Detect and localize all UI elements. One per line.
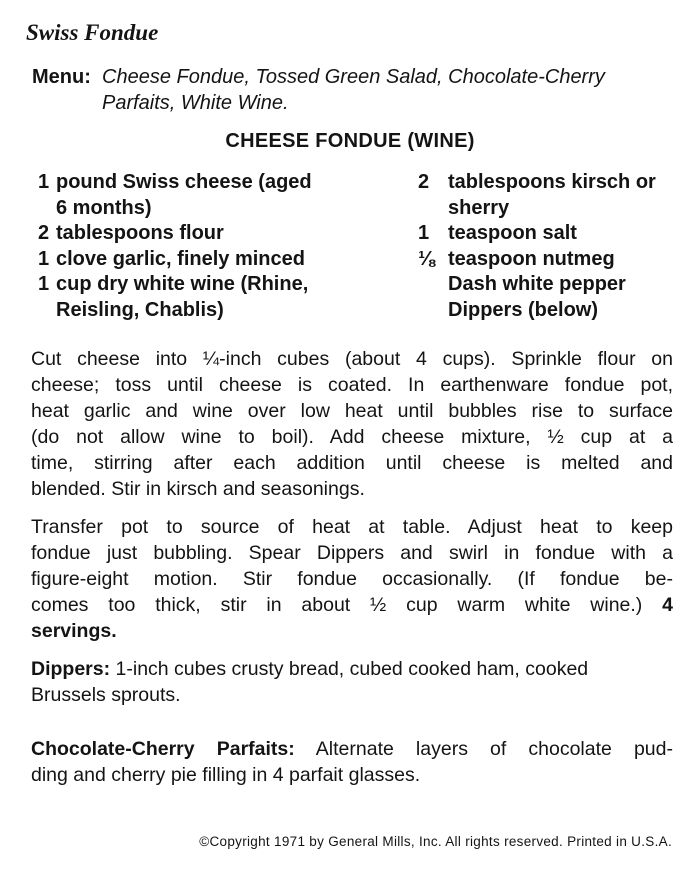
directions-line: comes too thick, stir in about ½ cup warm white wine.) xyxy=(31,594,643,616)
parfaits-text: Alternate layers of chocolate pud- xyxy=(315,738,673,760)
ingredient-qty xyxy=(418,298,448,324)
servings-count: 4 xyxy=(662,594,673,616)
ingredient-text: clove garlic, finely minced xyxy=(56,247,305,270)
ingredient-item xyxy=(38,221,358,247)
ingredient-text: teaspoon nutmeg xyxy=(448,247,615,270)
directions-line: time, stirring after each addition until cheese is melted and xyxy=(31,452,673,474)
dippers-text-cont: Brussels sprouts. xyxy=(31,684,181,706)
ingredient-item xyxy=(418,170,688,221)
ingredient-qty: ⅛ xyxy=(418,247,435,270)
directions-paragraph-1 xyxy=(31,346,673,502)
directions-paragraph-2 xyxy=(31,514,673,644)
ingredient-text: teaspoon salt xyxy=(448,222,577,244)
directions-line: Transfer pot to source of heat at table. Adjust heat to keep xyxy=(31,516,673,538)
parfaits-section xyxy=(31,736,673,788)
ingredient-item xyxy=(418,298,688,324)
directions-line: (do not allow wine to boil). Add cheese mixture, ½ cup at a xyxy=(31,426,673,448)
ingredients-left-column xyxy=(38,170,358,323)
dippers-label: Dippers: xyxy=(31,658,111,680)
menu-label: Menu: xyxy=(32,66,91,88)
ingredient-qty: 1 xyxy=(38,247,50,270)
directions-line: Cut cheese into ¼-inch cubes (about 4 cups). Sprinkle flour on xyxy=(31,348,673,370)
ingredient-text: pound Swiss cheese (aged xyxy=(56,171,312,193)
ingredient-qty: 1 xyxy=(38,171,50,193)
menu-items-line-2: Parfaits, White Wine. xyxy=(102,92,289,114)
menu-section xyxy=(32,64,682,116)
ingredient-text: Dash white pepper xyxy=(448,273,626,295)
ingredient-text: Dippers (below) xyxy=(448,298,599,321)
ingredient-text-cont: Reisling, Chablis) xyxy=(56,298,224,321)
directions-line: blended. Stir in kirsch and seasonings. xyxy=(31,478,365,500)
ingredient-qty: 2 xyxy=(38,222,50,244)
ingredients-right-column xyxy=(418,170,688,323)
ingredient-text: tablespoons flour xyxy=(56,222,224,244)
ingredient-item xyxy=(418,272,688,298)
ingredient-qty: 1 xyxy=(38,273,50,295)
servings-label: servings. xyxy=(31,620,117,642)
ingredient-text-cont: sherry xyxy=(448,196,510,219)
directions-line: cheese; toss until cheese is coated. In earthenware fondue pot, xyxy=(31,374,673,396)
ingredient-text: tablespoons kirsch or xyxy=(448,171,656,193)
page-title: Swiss Fondue xyxy=(26,20,159,45)
directions-line: fondue just bubbling. Spear Dippers and swirl in fondue with a xyxy=(31,542,673,564)
ingredient-item xyxy=(38,247,358,273)
ingredient-qty: 2 xyxy=(418,171,430,193)
ingredient-item xyxy=(418,221,688,247)
directions-line: figure-eight motion. Stir fondue occasionally. (If fondue be- xyxy=(31,568,673,590)
ingredient-item xyxy=(38,272,358,323)
ingredient-qty: 1 xyxy=(418,222,430,244)
directions-line: heat garlic and wine over low heat until bubbles rise to surface xyxy=(31,400,673,422)
dippers-text: 1-inch cubes crusty bread, cubed cooked ham, cooked xyxy=(115,658,589,680)
ingredient-item xyxy=(38,170,358,221)
ingredient-item xyxy=(418,247,688,273)
menu-items-line-1: Cheese Fondue, Tossed Green Salad, Chocolate-Cherry xyxy=(102,66,605,88)
recipe-heading: CHEESE FONDUE (WINE) xyxy=(225,130,475,152)
ingredient-text-cont: 6 months) xyxy=(56,196,152,219)
parfaits-label: Chocolate-Cherry Parfaits: xyxy=(31,738,295,760)
ingredient-qty xyxy=(418,272,448,298)
ingredient-text: cup dry white wine (Rhine, xyxy=(56,273,309,295)
dippers-section xyxy=(31,656,673,708)
copyright-notice: ©Copyright 1971 by General Mills, Inc. All rights reserved. Printed in U.S.A. xyxy=(199,834,672,849)
parfaits-text-cont: ding and cherry pie filling in 4 parfait glasses. xyxy=(31,764,421,786)
